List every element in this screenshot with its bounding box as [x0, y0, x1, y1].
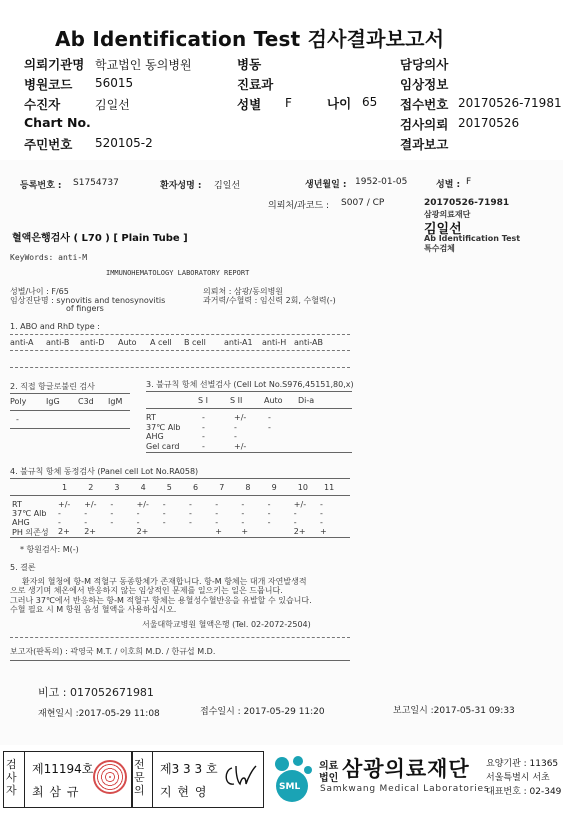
- panel-column-header: 6: [193, 483, 199, 492]
- label-sub: 특수검체: [424, 244, 455, 253]
- divider: [146, 452, 352, 453]
- vertical-char: 검: [6, 758, 17, 771]
- patient-value: 김일선: [214, 181, 241, 191]
- divider: [152, 751, 153, 807]
- panel-cell: -: [162, 509, 166, 518]
- panel-cell: +/-: [293, 500, 307, 509]
- panel-cell: -: [136, 509, 140, 518]
- panel-row-label: AHG: [12, 518, 30, 527]
- age-value: 65: [362, 95, 378, 109]
- divider: [10, 637, 350, 638]
- panel-cell: -: [84, 509, 88, 518]
- abo-column-header: anti-A: [10, 338, 34, 347]
- inspector-number: 제11194호: [32, 762, 94, 776]
- reporter-line: 보고자(판독의) : 곽영국 M.T. / 이호희 M.D. / 한규섭 M.D.: [10, 647, 216, 656]
- panel-cell: -: [293, 509, 297, 518]
- panel-cell: -: [293, 518, 297, 527]
- panel-cell: -: [241, 509, 245, 518]
- conclusion-line: 환자의 혈청에 항-M 적혈구 동종항체가 존재합니다. 항-M 항체는 대개 자연발생적: [22, 577, 307, 586]
- keywords: KeyWords: anti-M: [10, 253, 88, 262]
- screen-row-label: AHG: [146, 432, 164, 441]
- divider: [146, 391, 352, 392]
- requester-label: 의뢰처/과코드 :: [268, 201, 330, 211]
- vertical-char: 문: [134, 771, 145, 784]
- panel-cell: -: [189, 500, 192, 509]
- report-title: Ab Identification Test 검사결과보고서: [55, 27, 445, 51]
- conclusion-title: 5. 결론: [10, 563, 36, 572]
- divider: [10, 350, 350, 351]
- label-org: 삼광의료재단: [424, 210, 471, 219]
- screen-column-header: Di-a: [298, 396, 315, 405]
- screen-cell: -: [202, 413, 205, 422]
- specialist-vertical-label: [134, 758, 146, 797]
- abo-column-header: anti-D: [80, 338, 105, 347]
- logo-text: SML: [279, 782, 301, 792]
- specialist-name: 지 현 영: [160, 785, 208, 799]
- dat-column-header: IgM: [108, 397, 123, 406]
- report-time: 보고일시 :2017-05-31 09:33: [393, 706, 515, 716]
- header-field-value: 김일선: [95, 98, 130, 112]
- panel-cell: -: [241, 500, 245, 509]
- panel-column-header: 8: [245, 483, 251, 492]
- screen-cell: +/-: [234, 441, 247, 451]
- header-field-label: 의뢰기관명: [24, 57, 85, 72]
- requester-value: S007 / CP: [341, 198, 385, 208]
- panel-cell: +: [241, 527, 249, 536]
- screen-cell: -: [268, 422, 271, 432]
- diagnosis-line: 임상진단명 : synovitis and tenosynovitis: [10, 296, 166, 305]
- abo-column-header: anti-B: [46, 338, 70, 347]
- panel-cell: 2+: [293, 527, 306, 536]
- screen-cell: -: [234, 432, 237, 441]
- header-field-label: 접수번호: [400, 97, 449, 112]
- inspector-name: 최 삼 규: [32, 785, 80, 799]
- screen-row-label: 37℃ Alb: [146, 422, 181, 432]
- header-field-value: 학교법인 동의병원: [95, 58, 192, 72]
- sex-age-line: 성별/나이 : F/65: [10, 287, 69, 296]
- divider: [10, 495, 350, 496]
- vertical-char: 의: [134, 784, 145, 797]
- immuno-report-title: IMMUNOHEMATOLOGY LABORATORY REPORT: [106, 269, 250, 277]
- reg-value: S1754737: [73, 178, 119, 188]
- panel-cell: +/-: [84, 500, 97, 509]
- divider: [10, 660, 350, 661]
- institution-phone: 대표번호 : 02-349: [486, 787, 562, 797]
- inspector-seal: [93, 760, 127, 794]
- dob-value: 1952-01-05: [355, 177, 408, 187]
- panel-column-header: 3: [114, 483, 120, 492]
- panel-cell: -: [320, 509, 323, 518]
- conclusion-line: 그러나 37℃에서 반응하는 항-M 적혈구 항체는 용혈성수혈반응을 유발할 수 있습니다.: [10, 595, 312, 605]
- abo-column-header: anti-AB: [294, 338, 324, 347]
- institution-address: 서울특별시 서초: [486, 773, 550, 783]
- conclusion-line: 수혈 필요 시 M 항원 음성 혈액을 사용하십시오.: [10, 604, 177, 614]
- age-label: 나이: [327, 96, 352, 111]
- section-title: 혈액은행검사 ( L70 ) [ Plain Tube ]: [12, 233, 188, 244]
- panel-column-header: 4: [140, 483, 146, 492]
- panel-cell: -: [110, 509, 114, 518]
- header-field-value: 520105-2: [95, 136, 153, 150]
- dat-column-header: IgG: [46, 397, 60, 406]
- divider: [10, 537, 350, 538]
- screen-column-header: S II: [230, 396, 243, 405]
- abo-column-header: A cell: [150, 338, 172, 347]
- panel-column-header: 7: [219, 483, 225, 492]
- antigen-note: * 항원검사: M(-): [20, 545, 79, 554]
- signature-icon: [222, 762, 258, 790]
- institution-line: 서울대학교병원 혈액은행 (Tel. 02-2072-2504): [142, 620, 311, 629]
- header-field-label: 병원코드: [24, 77, 73, 92]
- screen-cell: -: [234, 422, 237, 432]
- header-field-label: 검사의뢰: [400, 117, 449, 132]
- dat-column-header: Poly: [10, 397, 27, 406]
- specialist-number: 제3 3 3 호: [160, 762, 218, 776]
- screen-cell: -: [268, 413, 271, 422]
- panel-cell: -: [267, 518, 271, 527]
- header-field-value: 20170526-71981: [458, 96, 562, 110]
- label-name: 김일선: [424, 222, 462, 237]
- sex-value: F: [466, 177, 472, 187]
- org-name: 삼광의료재단: [342, 757, 470, 781]
- divider: [146, 408, 352, 409]
- label-test: Ab Identification Test: [424, 234, 521, 243]
- panel-column-header: 2: [88, 483, 94, 492]
- institution-code: 요양기관 : 11365: [486, 759, 559, 769]
- vertical-char: 자: [6, 784, 17, 797]
- abo-column-header: B cell: [184, 338, 206, 347]
- panel-cell: 2+: [136, 527, 149, 536]
- org-prefix-top: 의료: [319, 761, 339, 772]
- header-field-value: F: [285, 96, 292, 110]
- panel-cell: -: [267, 509, 271, 518]
- panel-cell: -: [267, 500, 271, 509]
- divider: [10, 334, 350, 335]
- org-prefix-bottom: 법인: [319, 773, 339, 784]
- divider: [10, 428, 130, 429]
- header-field-value: 56015: [95, 76, 134, 90]
- divider: [24, 751, 25, 807]
- panel-column-header: 5: [166, 483, 172, 492]
- panel-cell: -: [215, 518, 219, 527]
- screen-cell: -: [202, 422, 205, 432]
- panel-cell: +: [320, 527, 327, 536]
- panel-cell: -: [84, 518, 88, 527]
- panel-column-header: 9: [271, 483, 277, 492]
- panel-cell: -: [110, 518, 114, 527]
- panel-title: 4. 불규칙 항체 동정검사 (Panel cell Lot No.RA058): [10, 467, 199, 476]
- header-field-label: 진료과: [237, 77, 274, 92]
- panel-cell: -: [189, 518, 192, 527]
- header-field-label: 병동: [237, 57, 262, 72]
- panel-column-header: 10: [297, 483, 308, 492]
- header-field-label: 임상정보: [400, 77, 449, 92]
- diagnosis-line-2: of fingers: [66, 304, 104, 313]
- panel-cell: -: [320, 500, 323, 509]
- panel-cell: 2+: [84, 527, 96, 536]
- header-field-label: 수진자: [24, 97, 61, 112]
- dat-column-header: C3d: [78, 397, 94, 406]
- panel-cell: -: [58, 518, 61, 527]
- conclusion-line: 으로 생기며 체온에서 반응하지 않는 임상적인 문제를 일으키는 일은 드뭅니다.: [10, 586, 283, 596]
- panel-row-label: PH 의존성: [12, 528, 49, 537]
- panel-cell: -: [215, 500, 219, 509]
- panel-cell: +/-: [58, 500, 71, 509]
- receipt-time: 접수일시 : 2017-05-29 11:20: [200, 707, 325, 717]
- abo-column-header: Auto: [118, 338, 137, 347]
- panel-cell: 2+: [58, 527, 70, 536]
- org-english-name: Samkwang Medical Laboratories: [320, 784, 490, 794]
- panel-cell: +/-: [136, 500, 149, 509]
- dat-value: -: [16, 415, 19, 424]
- panel-cell: -: [110, 500, 114, 509]
- dat-title: 2. 직접 항글로불린 검사: [10, 382, 95, 391]
- reg-label: 등록번호 :: [20, 181, 62, 191]
- panel-cell: -: [162, 518, 166, 527]
- screen-cell: +/-: [234, 413, 247, 422]
- divider: [10, 367, 350, 368]
- header-field-label: Chart No.: [24, 115, 91, 130]
- panel-row-label: 37℃ Alb: [12, 509, 47, 518]
- abo-column-header: anti-H: [262, 338, 287, 347]
- panel-cell: -: [215, 509, 219, 518]
- header-field-label: 결과보고: [400, 137, 449, 152]
- abo-title: 1. ABO and RhD type :: [10, 322, 100, 331]
- panel-column-header: 11: [324, 483, 335, 492]
- patient-label: 환자성명 :: [160, 181, 202, 191]
- screen-row-label: RT: [146, 413, 156, 422]
- panel-cell: -: [136, 518, 140, 527]
- inspector-vertical-label: [6, 758, 18, 797]
- header-field-value: 20170526: [458, 116, 520, 130]
- screen-row-label: Gel card: [146, 441, 180, 451]
- screen-cell: -: [202, 441, 205, 451]
- panel-row-label: RT: [12, 500, 22, 509]
- screen-cell: -: [202, 432, 205, 441]
- dob-label: 생년월일 :: [305, 180, 347, 190]
- retest-time: 재현일시 :2017-05-29 11:08: [38, 709, 160, 719]
- screen-title: 3. 불규칙 항체 선별검사 (Cell Lot No.S976,45151,80,x): [146, 380, 354, 389]
- header-field-label: 주민번호: [24, 137, 73, 152]
- abo-column-header: anti-A1: [224, 338, 253, 347]
- sex-label: 성별 :: [436, 180, 461, 190]
- header-field-label: 성별: [237, 97, 262, 112]
- sml-logo-icon: [268, 752, 316, 804]
- panel-cell: -: [162, 500, 166, 509]
- history-line: 과거력/수혈력 : 임신력 2회, 수혈력(-): [203, 296, 336, 305]
- panel-cell: -: [189, 509, 192, 518]
- panel-cell: +: [215, 527, 222, 536]
- vertical-char: 사: [6, 771, 17, 784]
- remarks-line: 비고 : 017052671981: [38, 686, 154, 699]
- vertical-char: 전: [134, 758, 145, 771]
- divider: [10, 393, 130, 394]
- panel-cell: -: [58, 509, 61, 518]
- hospital-line: 의뢰처 : 삼광/동의병원: [203, 287, 284, 296]
- divider: [10, 478, 350, 479]
- header-field-label: 담당의사: [400, 57, 449, 72]
- screen-column-header: S I: [198, 396, 208, 405]
- panel-cell: -: [320, 518, 323, 527]
- screen-column-header: Auto: [264, 396, 283, 405]
- panel-cell: -: [241, 518, 245, 527]
- label-no: 20170526-71981: [424, 198, 510, 208]
- divider: [10, 410, 130, 411]
- panel-column-header: 1: [62, 483, 68, 492]
